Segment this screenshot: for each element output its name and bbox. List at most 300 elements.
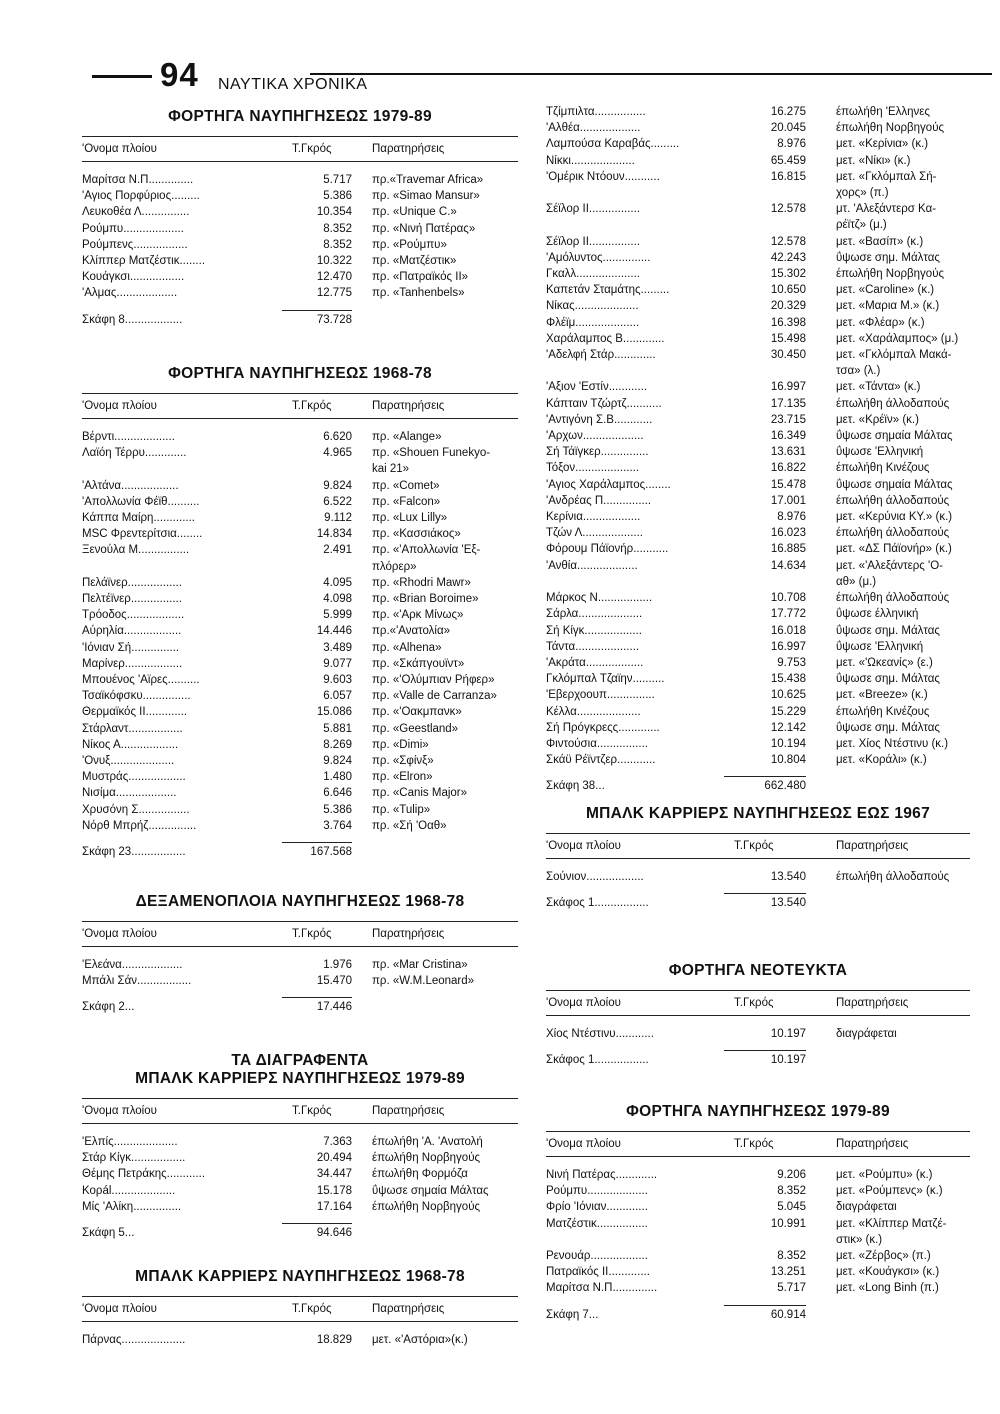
column-gap — [352, 818, 372, 834]
column-header-name: 'Ονομα πλοίου — [82, 928, 157, 940]
column-gap — [806, 1199, 836, 1215]
ship-name: Κερίνια.................. — [546, 511, 641, 524]
table-rows — [82, 1332, 518, 1348]
ship-name: Σή Κίγκ.................. — [546, 624, 642, 637]
gross-tonnage: 17.135 — [770, 397, 806, 410]
gross-tonnage: 10.991 — [770, 1217, 806, 1230]
gross-tonnage: 10.625 — [770, 689, 806, 702]
column-gap — [352, 221, 372, 237]
table-header — [82, 1296, 518, 1322]
column-gap — [352, 285, 372, 301]
remarks: πρ. «Comet» — [372, 479, 440, 492]
table-row — [546, 412, 970, 428]
gross-tonnage: 20.494 — [316, 1152, 352, 1165]
column-gap — [352, 753, 372, 769]
total-label: Σκάφος 1................. — [546, 1054, 649, 1067]
table-row — [546, 428, 970, 444]
column-gap — [806, 185, 836, 201]
page-header — [92, 56, 992, 102]
remarks: μετ. Χίος Ντέστινυ (κ.) — [836, 737, 949, 750]
table-row — [82, 802, 518, 818]
table-row — [546, 363, 970, 379]
table-row — [546, 1167, 970, 1183]
table-row — [546, 1026, 970, 1042]
ship-name: 'Αδελφή Στάρ............. — [546, 349, 656, 362]
total-label: Σκάφη 23................. — [82, 846, 186, 859]
gross-tonnage: 9.206 — [777, 1169, 806, 1181]
ship-name: Χίος Ντέστινυ............ — [546, 1028, 654, 1040]
total-tonnage: 73.728 — [282, 310, 352, 326]
table-section — [546, 1103, 970, 1321]
ship-name: Ρούμπενς................. — [82, 238, 188, 251]
ship-name: 'Ακράτα.................. — [546, 656, 644, 669]
remarks: πρ. «Lux Lilly» — [372, 512, 448, 525]
header-rule-left — [92, 75, 152, 78]
table-row — [546, 541, 970, 557]
remarks: πρ. «Tulip» — [372, 803, 431, 816]
ship-name: 'Ανδρέας Π............... — [546, 494, 652, 507]
remarks: πρ. «Dimi» — [372, 738, 429, 751]
column-gap — [806, 347, 836, 363]
ship-name: 'Ομέρικ Ντόουν........... — [546, 170, 660, 183]
remarks: μετ. «Caroline» (κ.) — [836, 284, 935, 297]
column-gap — [806, 704, 836, 720]
remarks: μετ. «Ρούμπενς» (κ.) — [836, 1185, 943, 1198]
gross-tonnage: 10.804 — [770, 754, 806, 767]
table-rows — [82, 1134, 518, 1215]
section-title: ΜΠΑΛΚ ΚΑΡΡΙΕΡΣ ΝΑΥΠΗΓΗΣΕΩΣ 1968-78 — [135, 1268, 465, 1285]
column-gap — [806, 444, 836, 460]
remarks: μετ. «Νίκι» (κ.) — [836, 154, 911, 167]
table-row — [82, 188, 518, 204]
gross-tonnage: 10.197 — [770, 1028, 806, 1040]
table-row — [82, 221, 518, 237]
table-rows — [82, 957, 518, 989]
gross-tonnage: 65.459 — [770, 154, 806, 167]
column-gap — [352, 607, 372, 623]
section-title: ΜΠΑΛΚ ΚΑΡΡΙΕΡΣ ΝΑΥΠΗΓΗΣΕΩΣ ΕΩΣ 1967 — [585, 805, 931, 822]
column-gap — [352, 478, 372, 494]
column-gap — [806, 1026, 836, 1042]
ship-name: Τάντα.................... — [546, 640, 640, 653]
ship-name: Στάρλαντ................. — [82, 722, 183, 735]
remarks: πρ. «Σφίνξ» — [372, 755, 434, 768]
gross-tonnage: 15.178 — [316, 1184, 352, 1197]
gross-tonnage: 9.824 — [323, 479, 352, 492]
total-label: Σκάφος 1................. — [546, 897, 649, 910]
table-row — [546, 752, 970, 768]
column-gap — [352, 785, 372, 801]
table-row — [546, 623, 970, 639]
remarks: πρ. «W.M.Leonard» — [372, 975, 475, 988]
column-gap — [806, 671, 836, 687]
column-gap — [806, 509, 836, 525]
column-gap — [806, 590, 836, 606]
table-header — [82, 136, 518, 162]
remarks: πρ. «Νινή Πατέρας» — [372, 222, 476, 235]
ship-name: Στάρ Κίγκ................. — [82, 1152, 186, 1165]
column-header-name: 'Ονομα πλοίου — [82, 400, 157, 412]
remarks: μετ. «Χαράλαμπος» (μ.) — [836, 332, 959, 345]
section-total — [546, 1050, 970, 1066]
column-gap — [352, 1199, 372, 1215]
table-row — [546, 460, 970, 476]
gross-tonnage: 10.354 — [316, 206, 352, 219]
table-rows — [546, 1026, 970, 1042]
remarks: πρ. «Canis Major» — [372, 787, 468, 800]
table-row — [82, 818, 518, 834]
column-header-grt: Τ.Γκρός — [292, 928, 332, 940]
remarks: πρ. «Alange» — [372, 431, 442, 443]
gross-tonnage — [724, 185, 806, 201]
table-row — [546, 509, 970, 525]
column-gap — [806, 331, 836, 347]
table-row — [546, 379, 970, 395]
ship-name: Τζών Λ................... — [546, 527, 644, 540]
remarks: μετ. «Ζέρβος» (π.) — [836, 1250, 931, 1263]
table-row — [82, 704, 518, 720]
table-row — [546, 185, 970, 201]
column-gap — [352, 269, 372, 285]
section-title: ΦΟΡΤΗΓΑ ΝΑΥΠΗΓΗΣΕΩΣ 1979-89 — [626, 1103, 890, 1120]
gross-tonnage: 5.045 — [777, 1201, 806, 1214]
remarks: μετ. «Breeze» (κ.) — [836, 689, 928, 702]
table-section — [546, 805, 970, 909]
gross-tonnage: 16.275 — [770, 106, 806, 118]
gross-tonnage: 15.470 — [316, 975, 352, 988]
remarks: πρ. «Ματζέστικ» — [372, 255, 457, 268]
ship-name — [82, 559, 282, 575]
gross-tonnage: 7.363 — [323, 1136, 352, 1148]
table-row — [546, 477, 970, 493]
remarks: μετ. «Κρέϊν» (κ.) — [836, 413, 919, 426]
section-subtitle: ΜΠΑΛΚ ΚΑΡΡΙΕΡΣ ΝΑΥΠΗΓΗΣΕΩΣ 1979-89 — [135, 1070, 465, 1087]
column-header-grt: Τ.Γκρός — [734, 1138, 774, 1150]
gross-tonnage — [724, 363, 806, 379]
ship-name: 'Ονυξ.................... — [82, 755, 175, 768]
ship-name: Σέϊλορ ΙΙ................ — [546, 203, 641, 216]
table-row — [82, 769, 518, 785]
table-row — [82, 1134, 518, 1150]
remarks: μετ. «Κλίππερ Ματζέ- — [836, 1217, 947, 1230]
column-gap — [352, 591, 372, 607]
remarks: ΰψωσε σημ. Μάλτας — [836, 673, 940, 686]
ship-name: 'Αρχων................... — [546, 430, 644, 443]
table-row — [546, 639, 970, 655]
column-header-grt: Τ.Γκρός — [734, 840, 774, 852]
table-section — [546, 104, 970, 792]
ship-name: 'Ιόνιαν Σή............... — [82, 641, 180, 654]
table-row — [82, 1183, 518, 1199]
ship-name: Θέμης Πετράκης............ — [82, 1168, 206, 1181]
remarks: έπωλήθη Νορβηγούς — [372, 1152, 481, 1165]
section-total — [546, 776, 970, 792]
table-row — [82, 526, 518, 542]
gross-tonnage: 3.489 — [323, 641, 352, 654]
gross-tonnage: 12.578 — [770, 235, 806, 248]
column-header-grt: Τ.Γκρός — [292, 143, 332, 155]
remarks: έπωλήθη Νορβηγούς — [836, 122, 945, 135]
remarks: ΰψωσε σημαία Μάλτας — [836, 430, 953, 443]
gross-tonnage: 1.976 — [323, 959, 352, 971]
gross-tonnage: 17.164 — [316, 1200, 352, 1213]
table-row — [546, 1216, 970, 1232]
table-row — [546, 282, 970, 298]
table-row — [546, 153, 970, 169]
ship-name: Μίς 'Αλίκη............... — [82, 1200, 182, 1213]
table-row — [546, 201, 970, 217]
gross-tonnage: 2.491 — [323, 544, 352, 557]
total-tonnage: 13.540 — [724, 893, 806, 909]
table-row — [82, 688, 518, 704]
column-gap — [352, 1332, 372, 1348]
table-row — [82, 445, 518, 461]
column-gap — [352, 688, 372, 704]
ship-name: Νινή Πατέρας............. — [546, 1169, 658, 1181]
remarks: πρ. «Unique C.» — [372, 206, 457, 219]
ship-name: Μυστράς.................. — [82, 771, 186, 784]
ship-name: Λαμπούσα Καραβάς......... — [546, 138, 680, 151]
table-row — [546, 720, 970, 736]
total-label: Σκάφη 5... — [82, 1227, 135, 1240]
ship-name: Ρούμπυ................... — [546, 1185, 648, 1198]
gross-tonnage: 13.251 — [770, 1266, 806, 1279]
ship-name: Πελάϊνερ................. — [82, 576, 182, 589]
remarks: μετ. «Ρούμπυ» (κ.) — [836, 1169, 933, 1181]
gross-tonnage: 15.302 — [770, 268, 806, 281]
gross-tonnage: 5.386 — [323, 803, 352, 816]
column-gap — [806, 120, 836, 136]
table-row — [546, 1232, 970, 1248]
remarks: ΰψωσε σημαία Μάλτας — [372, 1184, 489, 1197]
ship-name: 'Αντιγόνη Σ.Β............ — [546, 413, 653, 426]
gross-tonnage — [282, 461, 352, 477]
table-row — [82, 269, 518, 285]
gross-tonnage — [282, 559, 352, 575]
table-row — [546, 704, 970, 720]
remarks: έπωλήθη άλλοδαπούς — [836, 527, 950, 540]
remarks: διαγράφεται — [836, 1028, 897, 1040]
ship-name: Σούνιον.................. — [546, 871, 644, 883]
remarks: πρ. «Tanhenbels» — [372, 287, 465, 300]
gross-tonnage: 5.717 — [777, 1282, 806, 1295]
remarks: έπωλήθη Νορβηγούς — [836, 268, 945, 281]
ship-name — [546, 185, 724, 201]
ship-name: 'Εβερχοουπ............... — [546, 689, 655, 702]
gross-tonnage: 16.018 — [770, 624, 806, 637]
section-total — [82, 997, 518, 1013]
table-row — [546, 590, 970, 606]
gross-tonnage: 12.578 — [770, 203, 806, 216]
remarks: έπωλήθη 'Ελληνες — [836, 106, 930, 118]
ship-name: Κάππα Μαίρη............. — [82, 512, 195, 525]
table-row — [546, 315, 970, 331]
ship-name: 'Αξιον 'Εστίν............ — [546, 381, 648, 394]
gross-tonnage — [724, 574, 806, 590]
column-gap — [806, 1280, 836, 1296]
remarks: έπωλήθη Φορμόζα — [372, 1168, 468, 1181]
total-tonnage: 94.646 — [282, 1223, 352, 1239]
column-header-grt: Τ.Γκρός — [292, 1105, 332, 1117]
table-row — [82, 253, 518, 269]
column-gap — [806, 1167, 836, 1183]
table-row — [546, 1280, 970, 1296]
table-row — [546, 331, 970, 347]
table-row — [546, 298, 970, 314]
table-row — [82, 973, 518, 989]
remarks: μετ. «Γκλόμπαλ Σή- — [836, 170, 937, 183]
table-header — [82, 393, 518, 419]
remarks: πρ. «Brian Boroime» — [372, 593, 479, 606]
table-row — [546, 250, 970, 266]
remarks: πρ.«'Ανατολία» — [372, 625, 451, 638]
column-gap — [352, 672, 372, 688]
remarks: πρ. «Elron» — [372, 771, 433, 784]
table-row — [82, 957, 518, 973]
table-row — [546, 1183, 970, 1199]
remarks: στικ» (κ.) — [836, 1233, 883, 1246]
ship-name: Μαρίτσα Ν.Π.............. — [82, 174, 194, 186]
column-gap — [806, 720, 836, 736]
column-gap — [806, 266, 836, 282]
ship-name: Ξενούλα Μ................ — [82, 544, 190, 557]
remarks: μετ. «'Ωκεανίς» (ε.) — [836, 656, 933, 669]
table-row — [82, 510, 518, 526]
table-row — [82, 575, 518, 591]
table-row — [82, 429, 518, 445]
gross-tonnage: 4.965 — [323, 447, 352, 460]
table-row — [82, 672, 518, 688]
ship-name: Μαρίνερ.................. — [82, 657, 183, 670]
gross-tonnage: 17.001 — [770, 494, 806, 507]
remarks: ΰψωσε σημαία Μάλτας — [836, 478, 953, 491]
gross-tonnage: 3.764 — [323, 819, 352, 832]
gross-tonnage: 18.829 — [316, 1334, 352, 1346]
remarks: μετ. «ΔΣ Πάϊονήρ» (κ.) — [836, 543, 952, 556]
remarks: χορς» (π.) — [836, 187, 889, 200]
section-title: ΔΕΞΑΜΕΝΟΠΛΟΙΑ ΝΑΥΠΗΓΗΣΕΩΣ 1968-78 — [135, 893, 465, 910]
ship-name: Νισίμα................... — [82, 787, 177, 800]
ship-name: Φλέϊμ.................... — [546, 316, 640, 329]
column-gap — [806, 412, 836, 428]
table-header — [546, 833, 970, 859]
remarks: πρ. «Simao Mansur» — [372, 190, 480, 203]
column-gap — [806, 869, 836, 885]
column-gap — [352, 204, 372, 220]
total-tonnage: 60.914 — [724, 1305, 806, 1321]
ship-name: Τζίμπιλτα................ — [546, 106, 646, 118]
ship-name: Σή Πρόγκρεςς............. — [546, 721, 660, 734]
gross-tonnage — [724, 217, 806, 233]
remarks: μετ. «'Αστόρια»(κ.) — [372, 1334, 468, 1346]
gross-tonnage: 5.717 — [323, 174, 352, 186]
column-gap — [352, 704, 372, 720]
remarks: πρ. «'Οακμπανκ» — [372, 706, 462, 719]
column-gap — [806, 217, 836, 233]
ship-name — [546, 1232, 724, 1248]
column-header-grt: Τ.Γκρός — [292, 400, 332, 412]
remarks: πλόρερ» — [372, 560, 417, 573]
gross-tonnage: 30.450 — [770, 349, 806, 362]
table-row — [546, 396, 970, 412]
table-row — [82, 542, 518, 558]
remarks: μετ. «Κουάγκσι» (κ.) — [836, 1266, 940, 1279]
column-gap — [352, 656, 372, 672]
section-total — [82, 1223, 518, 1239]
ship-name: Καπετάν Σταμάτης......... — [546, 284, 670, 297]
gross-tonnage: 13.540 — [770, 871, 806, 883]
remarks: αθ» (μ.) — [836, 575, 877, 588]
ship-name: Ρούμπυ................... — [82, 222, 184, 235]
column-gap — [806, 606, 836, 622]
remarks: μετ. «Τάντα» (κ.) — [836, 381, 921, 394]
ship-name: Αύρηλία.................. — [82, 625, 182, 638]
remarks: διαγράφεται — [836, 1201, 897, 1214]
ship-name: Σή Τάϊγκερ............... — [546, 446, 649, 459]
table-row — [546, 1199, 970, 1215]
column-gap — [352, 575, 372, 591]
ship-name — [82, 461, 282, 477]
column-header-notes: Παρατηρήσεις — [372, 1303, 445, 1315]
column-gap — [352, 188, 372, 204]
ship-name: Νίκκι.................... — [546, 154, 635, 167]
ship-name: Πάρνας.................... — [82, 1334, 186, 1346]
gross-tonnage: 15.438 — [770, 673, 806, 686]
table-row — [546, 234, 970, 250]
total-tonnage: 167.568 — [282, 842, 352, 858]
gross-tonnage: 16.997 — [770, 640, 806, 653]
section-title: ΤΑ ΔΙΑΓΡΑΦΕΝΤΑ — [231, 1052, 369, 1069]
column-header-notes: Παρατηρήσεις — [836, 997, 909, 1009]
gross-tonnage: 16.997 — [770, 381, 806, 394]
ship-name: Πελτέϊνερ................ — [82, 593, 182, 606]
ship-name: Χρυσόνη Σ................ — [82, 803, 190, 816]
gross-tonnage: 10.708 — [770, 592, 806, 605]
gross-tonnage: 16.885 — [770, 543, 806, 556]
column-header-name: 'Ονομα πλοίου — [82, 143, 157, 155]
total-label: Σκάφη 8.................. — [82, 313, 183, 326]
column-gap — [352, 429, 372, 445]
table-rows — [546, 869, 970, 885]
table-section — [546, 962, 970, 1066]
table-row — [82, 1199, 518, 1215]
remarks: πρ. «'Ολύμπιαν Ρήφερ» — [372, 674, 495, 687]
column-gap — [806, 1216, 836, 1232]
table-row — [546, 217, 970, 233]
table-rows — [82, 429, 518, 834]
ship-name: 'Αλτάνα.................. — [82, 479, 179, 492]
gross-tonnage: 10.650 — [770, 284, 806, 297]
table-row — [82, 478, 518, 494]
column-header-grt: Τ.Γκρός — [734, 997, 774, 1009]
column-gap — [806, 315, 836, 331]
ship-name: Χαράλαμπος Β............. — [546, 332, 665, 345]
gross-tonnage: 15.498 — [770, 332, 806, 345]
table-row — [546, 444, 970, 460]
remarks: ΰψωσε σημ. Μάλτας — [836, 721, 940, 734]
section-title: ΦΟΡΤΗΓΑ ΝΑΥΠΗΓΗΣΕΩΣ 1968-78 — [168, 365, 432, 382]
table-row — [82, 494, 518, 510]
ship-name: Σέϊλορ ΙΙ................ — [546, 235, 641, 248]
table-row — [546, 574, 970, 590]
gross-tonnage: 8.976 — [777, 511, 806, 524]
table-rows — [82, 172, 518, 302]
remarks: ΰψωσε σημ. Μάλτας — [836, 624, 940, 637]
remarks: ΰψωσε 'Ελληνική — [836, 640, 924, 653]
gross-tonnage: 17.772 — [770, 608, 806, 621]
remarks: ΰψωσε 'Ελληνική — [836, 446, 924, 459]
remarks: ρέϊτζ» (μ.) — [836, 219, 887, 232]
